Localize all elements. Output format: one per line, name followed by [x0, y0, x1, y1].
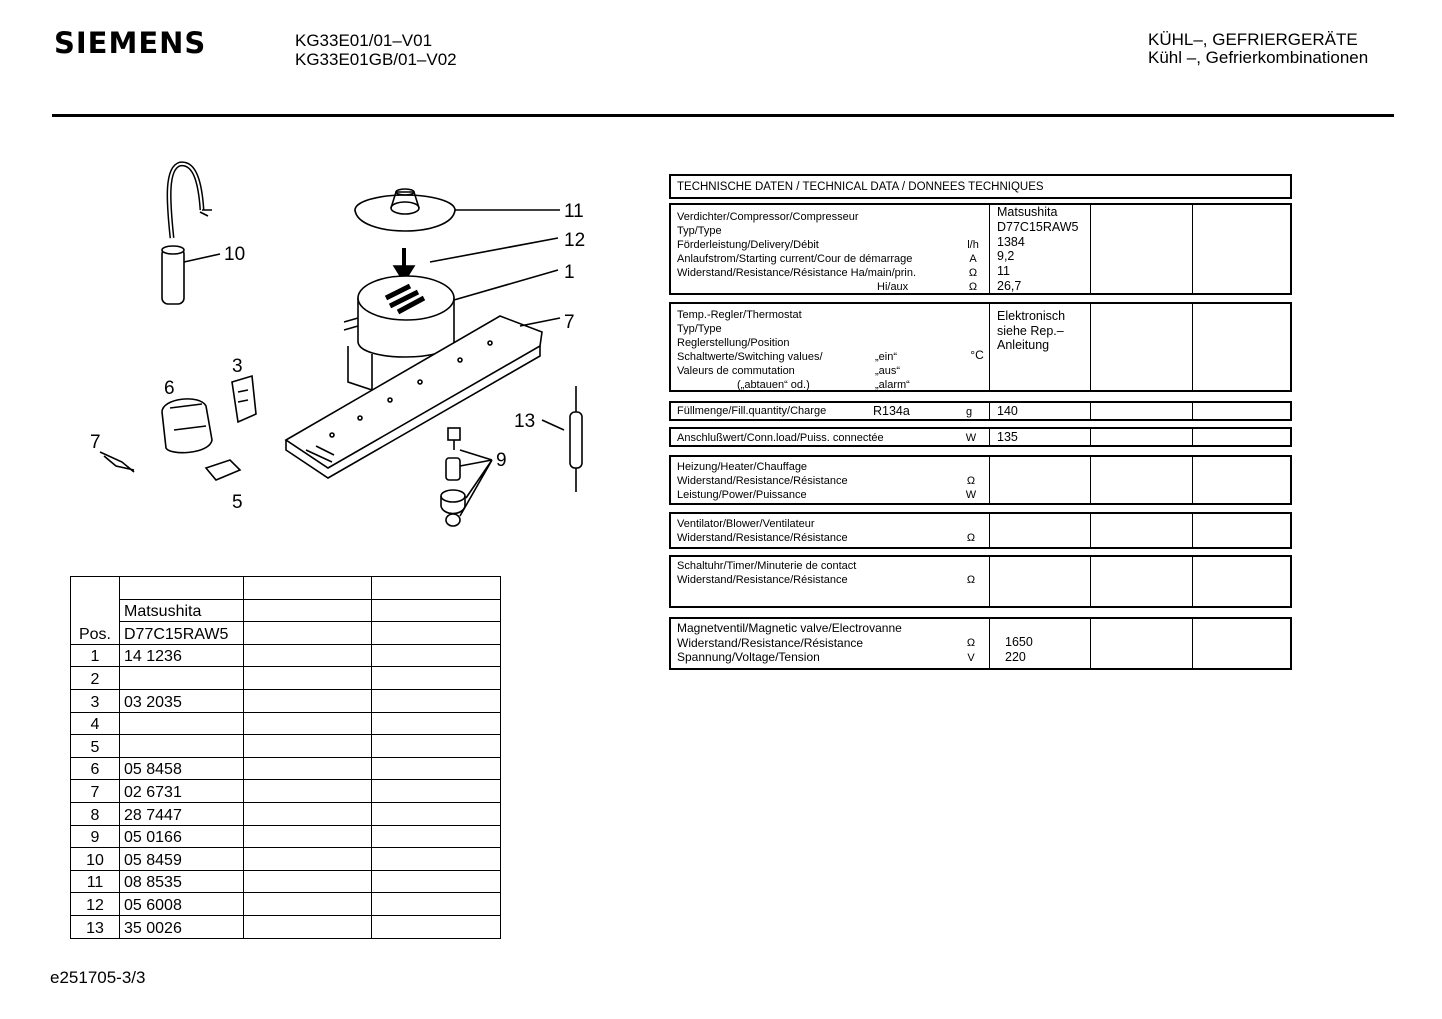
empty-cell [372, 825, 501, 848]
thermostat-states [875, 350, 910, 392]
empty-cell [244, 735, 372, 758]
model-numbers [295, 31, 457, 69]
label: Förderleistung/Delivery/Débit [677, 239, 819, 251]
empty-cell [244, 870, 372, 893]
empty-cell [372, 780, 501, 803]
parts-table [70, 576, 501, 939]
unit: V [967, 652, 975, 664]
pos-number: 6 [71, 757, 120, 780]
connected-load-unit: W [965, 432, 977, 444]
table-row [71, 735, 501, 758]
callout-1: 1 [564, 262, 575, 283]
part-number [120, 712, 244, 735]
value: 11 [997, 264, 1010, 279]
value: siehe Rep.– [997, 323, 1064, 338]
pos-number: 2 [71, 667, 120, 690]
label: Magnetventil/Magnetic valve/Electrovanne [677, 621, 902, 635]
charge-label: Füllmenge/Fill.quantity/Charge [677, 405, 827, 417]
heater-section [669, 455, 1292, 505]
unit: Ω [968, 267, 978, 279]
empty-cell [244, 802, 372, 825]
empty-cell [372, 915, 501, 938]
empty-cell [244, 848, 372, 871]
unit: W [965, 489, 977, 501]
blower-labels [677, 517, 848, 545]
empty-cell [372, 644, 501, 667]
heater-units [961, 474, 981, 502]
product-category [1148, 31, 1368, 67]
empty-cell [244, 712, 372, 735]
empty-cell [244, 780, 372, 803]
unit: Ω [966, 637, 976, 649]
connected-load-value: 135 [997, 430, 1018, 444]
compressor-labels [677, 210, 916, 294]
blower-unit: Ω [966, 532, 976, 544]
cover-drawing [355, 189, 560, 231]
empty-cell [372, 622, 501, 645]
table-row [71, 712, 501, 735]
valve-values [1005, 635, 1033, 664]
connected-load-section [669, 427, 1292, 447]
part-number [120, 667, 244, 690]
model-number-2: KG33E01GB/01–V02 [295, 50, 457, 69]
part-number: 08 8535 [120, 870, 244, 893]
empty-cell [372, 712, 501, 735]
state: „ein“ [875, 351, 898, 363]
pos-number: 1 [71, 644, 120, 667]
part-number: 05 8459 [120, 848, 244, 871]
empty-cell [372, 577, 501, 600]
callout-7: 7 [90, 432, 101, 453]
part-number: 14 1236 [120, 644, 244, 667]
empty-cell [244, 577, 372, 600]
pos-number: 12 [71, 893, 120, 916]
empty-cell [244, 599, 372, 622]
thermostat-labels [677, 308, 823, 392]
label: Reglerstellung/Position [677, 337, 790, 349]
empty-cell [244, 644, 372, 667]
charge-unit: g [965, 406, 973, 418]
label: Typ/Type [677, 323, 722, 335]
timer-section [669, 555, 1292, 608]
callout-12: 12 [564, 230, 586, 251]
pos-number: 4 [71, 712, 120, 735]
unit: l/h [967, 239, 979, 251]
pos-number: 8 [71, 802, 120, 825]
table-row [71, 689, 501, 712]
label: Schaltuhr/Timer/Minuterie de contact [677, 560, 857, 572]
part-number: 05 0166 [120, 825, 244, 848]
exploded-parts-diagram [80, 150, 620, 550]
part-number: 05 8458 [120, 757, 244, 780]
table-row [71, 667, 501, 690]
empty-cell [244, 825, 372, 848]
unit: Ω [968, 281, 978, 293]
capacitor-drawing [162, 164, 220, 304]
empty-cell [372, 848, 501, 871]
pos-number: 9 [71, 825, 120, 848]
category-line-1: KÜHL–, GEFRIERGERÄTE [1148, 30, 1358, 49]
table-row [71, 893, 501, 916]
callout-10: 10 [224, 244, 246, 265]
make-header: Matsushita [120, 599, 244, 622]
value: Elektronisch [997, 309, 1066, 323]
table-row [71, 870, 501, 893]
connected-load-label: Anschlußwert/Conn.load/Puiss. connectée [677, 432, 884, 444]
compressor-values [997, 205, 1079, 294]
valve-labels [677, 621, 902, 665]
callout-13: 13 [514, 411, 536, 432]
value: 9,2 [997, 249, 1015, 264]
document-code: e251705-3/3 [50, 968, 146, 987]
empty-cell [244, 915, 372, 938]
unit: Ω [966, 475, 976, 487]
empty-cell [372, 735, 501, 758]
value: 1650 [1005, 635, 1033, 649]
callout-5: 5 [232, 492, 243, 513]
label: Widerstand/Resistance/Résistance [677, 475, 848, 487]
label: („abtauen“ od.) [737, 379, 810, 391]
thermostat-unit: °C [970, 348, 984, 362]
value: 220 [1005, 649, 1026, 664]
label: Typ/Type [677, 225, 722, 237]
value: Anleitung [997, 338, 1050, 352]
part-number: 35 0026 [120, 915, 244, 938]
empty-cell [372, 893, 501, 916]
thermostat-values [997, 309, 1065, 353]
type-header: D77C15RAW5 [120, 622, 244, 645]
label: Leistung/Power/Puissance [677, 489, 807, 501]
part-number: 28 7447 [120, 802, 244, 825]
category-line-2: Kühl –, Gefrierkombinationen [1148, 48, 1369, 67]
heater-labels [677, 460, 848, 502]
label: Valeurs de commutation [677, 365, 795, 377]
empty-cell [372, 757, 501, 780]
value: 26,7 [997, 278, 1022, 293]
part-number [120, 735, 244, 758]
pos-number: 11 [71, 870, 120, 893]
brand-logo: SIEMENS [54, 26, 207, 60]
table-row [71, 848, 501, 871]
label: Widerstand/Resistance/Résistance [677, 635, 864, 650]
label: Verdichter/Compressor/Compresseur [677, 211, 859, 223]
mounting-kit-drawing [441, 428, 492, 526]
thermostat-section [669, 302, 1292, 392]
blower-section [669, 512, 1292, 549]
value: D77C15RAW5 [997, 219, 1079, 234]
state: „aus“ [875, 365, 901, 377]
part-number: 02 6731 [120, 780, 244, 803]
state: „alarm“ [875, 379, 910, 391]
label: Ventilator/Blower/Ventilateur [677, 518, 815, 530]
charge-section [669, 401, 1292, 421]
label: Temp.-Regler/Thermostat [677, 309, 802, 321]
empty-cell [372, 667, 501, 690]
label: Widerstand/Resistance/Résistance Ha/main/prin. [677, 267, 917, 279]
empty-cell [372, 689, 501, 712]
label: Widerstand/Resistance/Résistance [677, 574, 848, 586]
empty-cell [244, 667, 372, 690]
pos-number: 3 [71, 689, 120, 712]
table-row [71, 780, 501, 803]
clamp-drawing [206, 460, 240, 480]
label: Schaltwerte/Switching values/ [677, 351, 823, 363]
model-number-1: KG33E01/01–V01 [295, 31, 433, 50]
callout-9: 9 [496, 450, 507, 471]
empty-cell [372, 599, 501, 622]
value: 1384 [997, 234, 1025, 249]
pos-number: 13 [71, 915, 120, 938]
charge-value: 140 [997, 404, 1018, 418]
table-row [71, 644, 501, 667]
timer-labels [677, 559, 856, 587]
label: Anlaufstrom/Starting current/Cour de démarrage [677, 253, 913, 265]
table-row [71, 622, 501, 645]
empty-cell [372, 802, 501, 825]
relay-drawing [232, 376, 256, 422]
table-row [71, 757, 501, 780]
empty-cell [120, 577, 244, 600]
callout-11: 11 [564, 201, 584, 222]
pos-number: 10 [71, 848, 120, 871]
value: Matsushita [997, 205, 1058, 219]
table-row [71, 802, 501, 825]
table-row [71, 599, 501, 622]
table-row [71, 915, 501, 938]
table-row [71, 577, 501, 600]
callout-6: 6 [164, 378, 175, 399]
pos-number: 5 [71, 735, 120, 758]
unit: A [969, 253, 977, 265]
empty-cell [244, 893, 372, 916]
label: Widerstand/Resistance/Résistance [677, 532, 848, 544]
header-divider [52, 114, 1394, 117]
retaining-clip-drawing [100, 452, 134, 472]
timer-unit: Ω [966, 574, 976, 586]
callout-8: 7 [564, 312, 575, 333]
callout-3: 3 [232, 356, 243, 377]
part-number: 03 2035 [120, 689, 244, 712]
label: Hi/aux [877, 281, 909, 293]
empty-cell [244, 689, 372, 712]
pos-header: Pos. [71, 577, 120, 645]
pos-number: 7 [71, 780, 120, 803]
empty-cell [244, 757, 372, 780]
label: Spannung/Voltage/Tension [677, 650, 820, 664]
compressor-section [669, 203, 1292, 295]
valve-units [961, 636, 981, 666]
charge-refrigerant: R134a [873, 404, 910, 418]
empty-cell [244, 622, 372, 645]
overload-cover-drawing [162, 399, 212, 453]
compressor-units [963, 238, 983, 294]
tech-data-header: TECHNISCHE DATEN / TECHNICAL DATA / DONNEES TECHNIQUES [669, 174, 1292, 199]
filter-drier-drawing [542, 386, 582, 492]
empty-cell [372, 870, 501, 893]
label: Heizung/Heater/Chauffage [677, 461, 808, 473]
valve-section [669, 617, 1292, 670]
table-row [71, 825, 501, 848]
part-number: 05 6008 [120, 893, 244, 916]
